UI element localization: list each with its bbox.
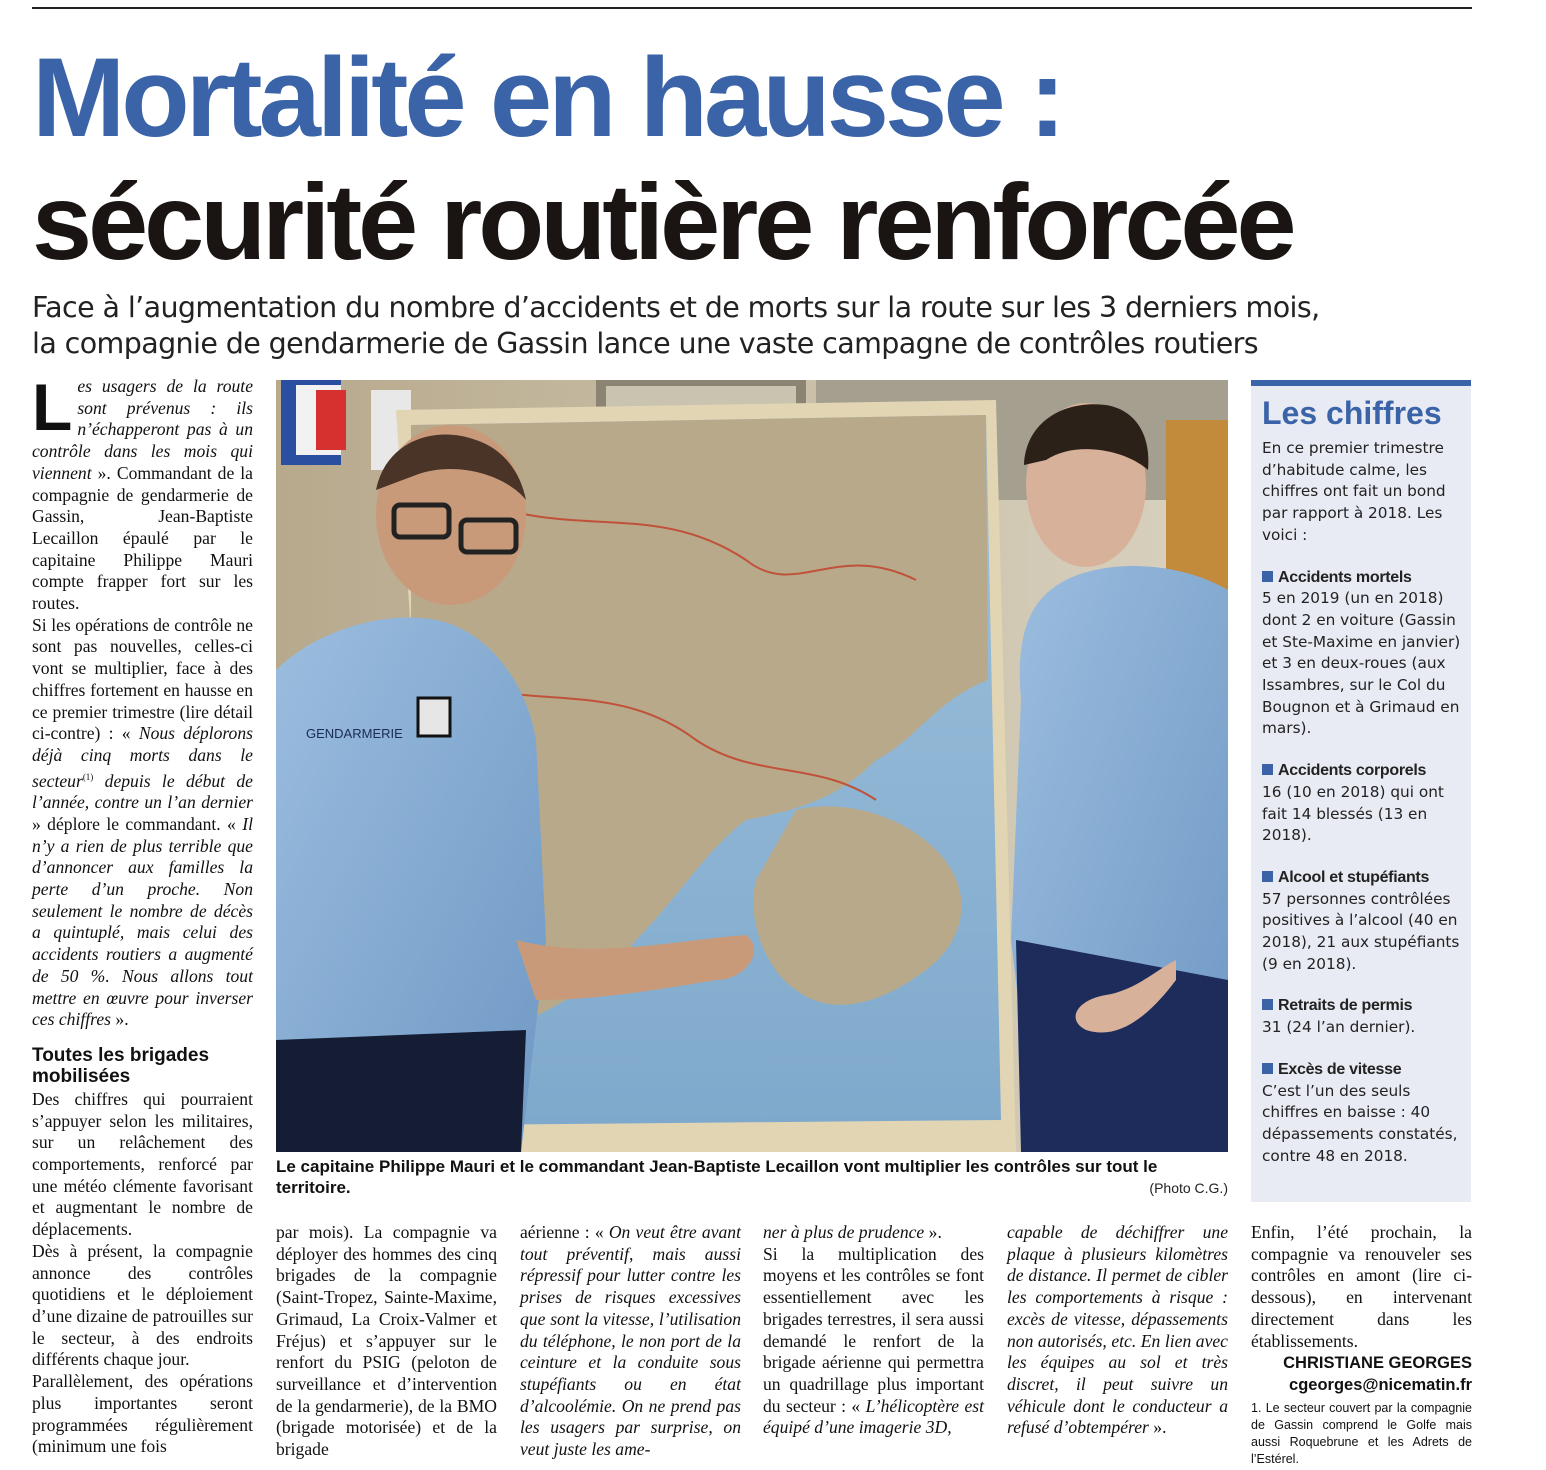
section-subhead: Toutes les brigades mobilisées [32, 1044, 210, 1087]
square-bullet-icon [1262, 571, 1273, 582]
square-bullet-icon [1262, 1063, 1273, 1074]
article-column-1 [32, 370, 253, 1458]
paragraph: Parallèlement, des opérations plus importantes seront programmées régulièrement (minimum une fois [32, 1371, 253, 1457]
figures-sidebar [1251, 380, 1471, 1202]
subheadline-line-2: la compagnie de gendarmerie de Gassin lance une vaste campagne de contrôles routiers [32, 327, 1259, 360]
headline-line-1: Mortalité en hausse : [32, 35, 1063, 160]
article-column-5: capable de déchiffrer une plaque à plusieurs kilomètres de distance. Il permet de cibler les comportements à risque : excès de vitesse, dépassements non autorisés, etc. En lien avec les équipes au sol et très discret, il peut suivre un véhicule dont le conducteur a refusé d’obtempérer ». [1007, 1222, 1228, 1438]
photo-credit: (Photo C.G.) [1149, 1180, 1228, 1196]
author-email: cgeorges@nicematin.fr [1289, 1376, 1472, 1395]
footnote: 1. Le secteur couvert par la compagnie de Gassin comprend le Golfe mais aussi Roquebrune et les Adrets de l’Estérel. [1251, 1401, 1472, 1467]
article-column-2: par mois). La compagnie va déployer des hommes des cinq brigades de la compagnie (Saint-Tropez, Sainte-Maxime, Grimaud, La Croix-Valmer et Fréjus) et s’appuyer sur le renfort du PSIG (peloton de surveillance et d’intervention de la gendarmerie), de la BMO (brigade motorisée) et de la brigade [276, 1222, 497, 1460]
paragraph: Si les opérations de contrôle ne sont pas nouvelles, celles-ci vont se multiplier, face à des chiffres fortement en hausse en ce premier trimestre (lire détail ci-contre) : « Nous déplorons déjà cinq morts dans le secteur$^{(1)}$ depuis le début de l’année, contre un l’an dernier » déplore le commandant. « Il n’y a rien de plus terrible que d’annoncer aux familles la perte d’un proche. Non seulement le nombre de décès a quintuplé, mais celui des accidents routiers a augmenté de 50 %. Nous allons tout mettre en œuvre pour inverser ces chiffres ». [32, 614, 253, 1030]
article-photo [276, 380, 1228, 1152]
sidebar-item: Accidents corporels 16 (10 en 2018) qui ont fait 14 blessés (13 en 2018). [1262, 762, 1444, 845]
drop-cap: L [32, 370, 73, 444]
subheadline [32, 290, 1472, 362]
sidebar-item: Excès de vitesse C’est l’un des seuls chiffres en baisse : 40 dépassements constatés, contre 48 en 2018. [1262, 1060, 1458, 1165]
sidebar-title: Les chiffres [1262, 395, 1442, 431]
lede-paragraph: L es usagers de la route sont prévenus : ils n’échapperont pas à un contrôle dans les mois qui viennent ». Commandant de la compagnie de gendarmerie de Gassin, Jean-Baptiste Lecaillon épaulé par le capitaine Philippe Mauri compte frapper fort sur les routes. [32, 370, 253, 614]
lede-quote: es usagers de la route sont prévenus : ils n’échapperont pas à un contrôle dans les mois qui viennent [32, 376, 253, 483]
paragraph: Dès à présent, la compagnie annonce des contrôles quotidiens et le déploiement d’une dizaine de patrouilles sur le secteur, à des endroits différents chaque jour. [32, 1240, 253, 1370]
subheadline-line-1: Face à l’augmentation du nombre d’accidents et de morts sur la route sur les 3 derniers mois, [32, 291, 1320, 324]
square-bullet-icon [1262, 764, 1273, 775]
photo-caption: Le capitaine Philippe Mauri et le commandant Jean-Baptiste Lecaillon vont multiplier les contrôles sur tout le territoire. [276, 1157, 1158, 1197]
sidebar-item: Accidents mortels 5 en 2019 (un en 2018) dont 2 en voiture (Gassin et Ste-Maxime en janvier) et 3 en deux-roues (aux Issambres, sur le Col du Bougnon et à Grimaud en mars). [1262, 568, 1461, 738]
top-rule [32, 7, 1472, 9]
sidebar-item: Retraits de permis 31 (24 l’an dernier). [1262, 997, 1416, 1037]
sidebar-intro: En ce premier trimestre d’habitude calme, les chiffres ont fait un bond par rapport à 2018. Les voici : [1262, 439, 1446, 544]
square-bullet-icon [1262, 871, 1273, 882]
author-name: CHRISTIANE GEORGES [1283, 1354, 1472, 1373]
photo-illustration [276, 380, 1228, 1152]
headline-line-2: sécurité routière renforcée [32, 161, 1293, 282]
shirt-label: GENDARMERIE [306, 726, 403, 741]
square-bullet-icon [1262, 999, 1273, 1010]
sidebar-item: Alcool et stupéfiants 57 personnes contrôlées positives à l’alcool (40 en 2018), 21 aux stupéfiants (9 en 2018). [1262, 868, 1460, 973]
article-column-3: aérienne : « On veut être avant tout préventif, mais aussi répressif pour lutter contre les prises de risques excessives que sont la vitesse, l’utilisation du téléphone, le non port de la ceinture et la conduite sous stupéfiants ou en état d’alcoolémie. On ne prend pas les usagers par surprise, on veut juste les ame- [520, 1222, 741, 1460]
article-column-6: Enfin, l’été prochain, la compagnie va renouveler ses contrôles en amont (lire ci-dessous), en intervenant directement dans les établissements. CHRISTIANE GEORGES cgeorges@nicematin.fr 1. Le secteur couvert par la compagnie de Gassin comprend le Golfe mais aussi Roquebrune et les Adrets de l’Estérel. [1251, 1222, 1472, 1467]
paragraph: Des chiffres qui pourraient s’appuyer selon les militaires, sur un relâchement des comportements, renforcé par une météo clémente favorisant et augmentant le nombre de déplacements. [32, 1088, 253, 1240]
article-column-4: ner à plus de prudence ». Si la multiplication des moyens et les contrôles se font essentiellement avec les brigades terrestres, il sera aussi demandé le renfort de la brigade aérienne qui permettra un quadrillage plus important du secteur : « L’hélicoptère est équipé d’une imagerie 3D, [763, 1222, 984, 1438]
